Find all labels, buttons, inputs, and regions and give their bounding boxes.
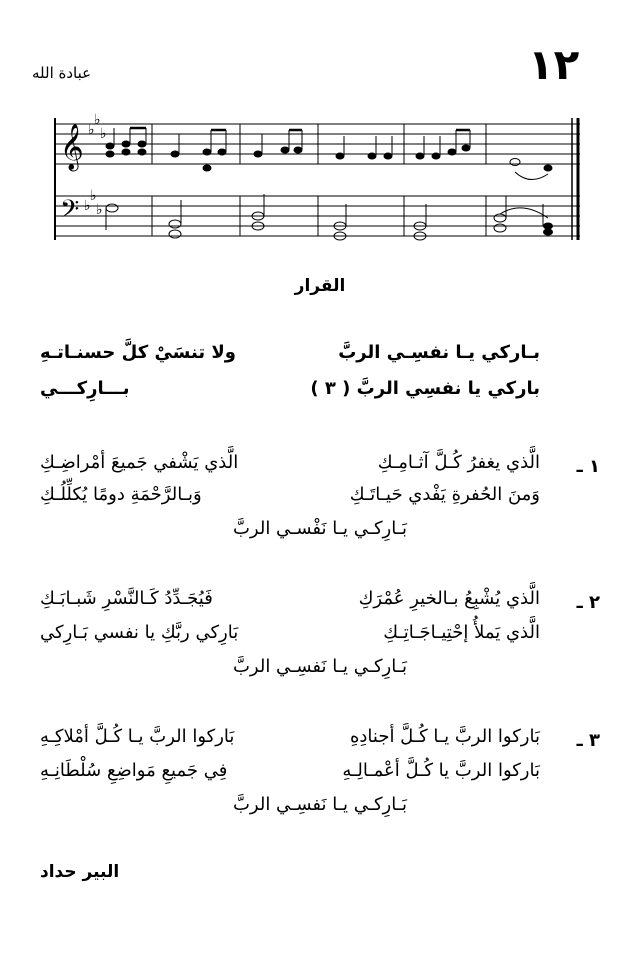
svg-text:♭: ♭ bbox=[88, 122, 95, 138]
verse-2-number: ٢ ـ bbox=[576, 592, 600, 613]
svg-text:♭: ♭ bbox=[94, 112, 101, 128]
svg-text:♭: ♭ bbox=[90, 188, 97, 204]
verse-3-line-2-left: فِي جَميعِ مَواضِعِ سُلْطَانِـهِ bbox=[40, 760, 228, 781]
page-number: ١٢ bbox=[528, 40, 580, 89]
svg-text:♭: ♭ bbox=[84, 198, 91, 214]
verse-1-refrain: بَـارِكـي يـا نَفْسـي الربَّ bbox=[232, 518, 408, 539]
verse-2-line-2-right: الَّذي يَملأُ إحْتِيـاجَـاتِـكِ bbox=[383, 622, 540, 643]
verse-1-line-2-left: وَبـالرَّحْمَةِ دومًا يُكلِّلُـكِ bbox=[40, 484, 202, 505]
verse-2-line-1-right: الَّذي يُشْبِعُ بـالخيرِ عُمْرَكِ bbox=[358, 588, 540, 609]
bass-stems bbox=[106, 194, 543, 230]
section-title: عبادة الله bbox=[32, 64, 92, 82]
verse-1-line-2-right: وَمنَ الحُفرةِ يَفْدي حَيـاتَـكِ bbox=[349, 484, 540, 505]
bass-clef: 𝄢 bbox=[60, 195, 80, 230]
verse-3-line-2-right: بَاركوا الربَّ يا كُـلَّ أعْمـالِـهِ bbox=[342, 760, 540, 781]
verse-1-line-1-right: الَّذي يغفرُ كُـلَّ آثـامِـكِ bbox=[377, 452, 540, 473]
verse-2-refrain: بَـارِكـي يـا نَفسِـي الربَّ bbox=[232, 656, 408, 677]
key-signature bbox=[84, 112, 107, 218]
verse-1-line-1-left: الَّذي يَشْفي جَميعَ أمْراضِـكِ bbox=[40, 452, 239, 473]
verse-2-line-2-left: بَارِكي ربَّكِ يا نفسي بَـارِكي bbox=[40, 622, 239, 643]
verse-3-number: ٣ ـ bbox=[576, 730, 600, 751]
verse-3-line-1-left: بَاركوا الربَّ يـا كُـلَّ أمْلاكِـهِ bbox=[40, 726, 235, 747]
treble-stems bbox=[114, 128, 470, 156]
svg-text:♭: ♭ bbox=[96, 202, 103, 218]
refrain-title: القرار bbox=[294, 276, 346, 296]
treble-notes bbox=[106, 141, 553, 172]
bass-notes bbox=[106, 204, 506, 240]
verse-2-line-1-left: فَيُجَـدِّدُ كَـالنَّسْرِ شَبـابَـكِ bbox=[40, 588, 213, 609]
verse-3-refrain: بَـارِكـي يـا نَفسِـي الربَّ bbox=[232, 794, 408, 815]
bar-lines bbox=[152, 118, 578, 240]
verse-1-number: ١ ـ bbox=[576, 456, 600, 477]
svg-text:♭: ♭ bbox=[100, 126, 107, 142]
treble-clef: 𝄞 bbox=[60, 124, 84, 170]
verse-3-line-1-right: بَاركوا الربَّ يـا كُـلَّ أجنادِهِ bbox=[349, 726, 540, 747]
bass-filled-notes bbox=[543, 223, 553, 236]
refrain-line-1-right: بـاركي يـا نفسِـي الربَّ bbox=[338, 342, 540, 363]
composer-name: البير حداد bbox=[40, 862, 120, 882]
refrain-line-1-left: ولا تنسَيْ كلَّ حسنـاتـهِ bbox=[40, 342, 236, 363]
refrain-line-2-left: بـــارِكـــي bbox=[40, 378, 130, 399]
refrain-line-2-right: باركي يا نفسِي الربَّ ( ٣ ) bbox=[310, 378, 540, 399]
music-score bbox=[0, 0, 640, 270]
tie bbox=[515, 172, 548, 180]
